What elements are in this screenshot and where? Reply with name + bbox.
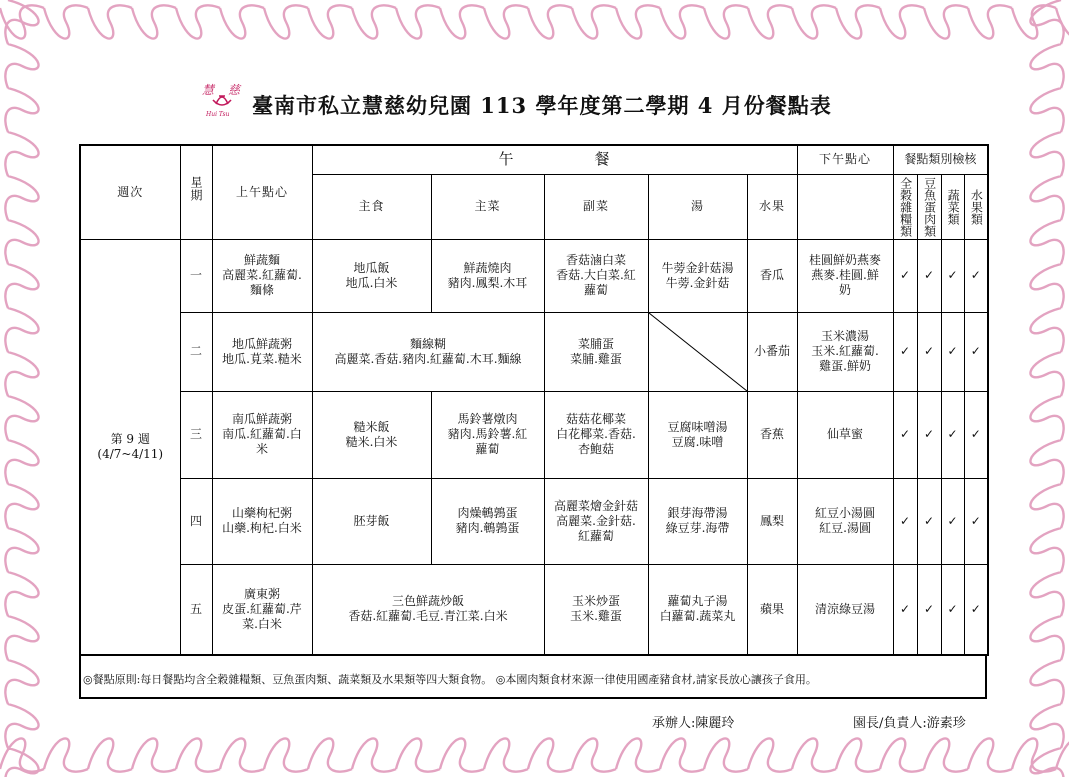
morning-snack-cell: 南瓜鮮蔬粥 南瓜.紅蘿蔔.白 米	[212, 391, 312, 478]
header-lunch: 午 餐	[312, 145, 797, 174]
afternoon-snack-cell: 玉米濃湯 玉米.紅蘿蔔. 雞蛋.鮮奶	[797, 312, 893, 391]
side-dish-cell: 香菇滷白菜 香菇.大白菜.紅 蘿蔔	[544, 239, 648, 312]
check-mark: ✓	[941, 239, 964, 312]
day-cell: 四	[180, 478, 212, 564]
logo-char-1: 慧	[202, 83, 215, 97]
check-mark: ✓	[964, 391, 988, 478]
side-dish-cell: 玉米炒蛋 玉米.雞蛋	[544, 564, 648, 655]
check-mark: ✓	[917, 239, 941, 312]
day-cell: 三	[180, 391, 212, 478]
director-signature: 園長/負責人:游素珍	[853, 716, 966, 731]
check-mark: ✓	[893, 312, 917, 391]
check-mark: ✓	[964, 312, 988, 391]
check-mark: ✓	[964, 564, 988, 655]
header-main-dish: 主菜	[431, 174, 544, 239]
header-fruit: 水果	[747, 174, 797, 239]
diagonal-strike	[649, 313, 747, 391]
soup-cell: 豆腐味噌湯 豆腐.味噌	[648, 391, 747, 478]
staple-cell: 胚芽飯	[312, 478, 431, 564]
check-mark: ✓	[941, 312, 964, 391]
day-cell: 五	[180, 564, 212, 655]
staple-cell: 糙米飯 糙米.白米	[312, 391, 431, 478]
combined-lunch-cell: 三色鮮蔬炒飯 香菇.紅蘿蔔.毛豆.青江菜.白米	[312, 564, 544, 655]
staple-cell: 地瓜飯 地瓜.白米	[312, 239, 431, 312]
header-soup: 湯	[648, 174, 747, 239]
svg-text:Hui Tsu: Hui Tsu	[206, 111, 230, 118]
header-staple: 主食	[312, 174, 431, 239]
check-mark: ✓	[941, 391, 964, 478]
header-day: 星期	[180, 145, 212, 239]
morning-snack-cell: 地瓜鮮蔬粥 地瓜.莧菜.糙米	[212, 312, 312, 391]
footer-border-bottom	[79, 697, 987, 699]
table-row	[80, 564, 988, 655]
page-title: 臺南市私立慧慈幼兒園 113 學年度第二學期 4 月份餐點表	[252, 93, 832, 118]
day-cell: 一	[180, 239, 212, 312]
check-mark: ✓	[917, 564, 941, 655]
school-logo-icon	[200, 80, 244, 120]
header-cat-fruits: 水果類	[964, 174, 988, 239]
morning-snack-cell: 廣東粥 皮蛋.紅蘿蔔.芹 菜.白米	[212, 564, 312, 655]
morning-snack-cell: 鮮蔬麵 高麗菜.紅蘿蔔. 麵條	[212, 239, 312, 312]
side-dish-cell: 菇菇花椰菜 白花椰菜.香菇. 杏鮑菇	[544, 391, 648, 478]
check-mark: ✓	[893, 239, 917, 312]
check-mark: ✓	[917, 312, 941, 391]
side-dish-cell: 高麗菜燴金針菇 高麗菜.金針菇. 紅蘿蔔	[544, 478, 648, 564]
check-mark: ✓	[964, 239, 988, 312]
organizer-signature: 承辦人:陳麗玲	[652, 716, 735, 731]
side-dish-cell: 菜脯蛋 菜脯.雞蛋	[544, 312, 648, 391]
check-mark: ✓	[893, 564, 917, 655]
header-cat-grains: 全穀雜糧類	[893, 174, 917, 239]
check-mark: ✓	[941, 478, 964, 564]
soup-cell-empty	[648, 312, 747, 391]
soup-cell: 牛蒡金針菇湯 牛蒡.金針菇	[648, 239, 747, 312]
afternoon-snack-cell: 仙草蜜	[797, 391, 893, 478]
header-side-dish: 副菜	[544, 174, 648, 239]
table-row	[80, 391, 988, 478]
logo-char-2: 慈	[228, 83, 241, 97]
header-afternoon-blank	[797, 174, 893, 239]
header-cat-protein: 豆魚蛋肉類	[917, 174, 941, 239]
check-mark: ✓	[893, 478, 917, 564]
week-range: (4/7~4/11)	[97, 446, 164, 461]
header-morning-snack: 上午點心	[212, 145, 312, 239]
day-cell: 二	[180, 312, 212, 391]
footer-border-left	[79, 655, 81, 698]
main-dish-cell: 肉燥鵪鶉蛋 豬肉.鵪鶉蛋	[431, 478, 544, 564]
combined-lunch-cell: 麵線糊 高麗菜.香菇.豬肉.紅蘿蔔.木耳.麵線	[312, 312, 544, 391]
morning-snack-cell: 山藥枸杞粥 山藥.枸杞.白米	[212, 478, 312, 564]
footer-border-right	[985, 655, 987, 698]
afternoon-snack-cell: 桂圓鮮奶燕麥 燕麥.桂圓.鮮 奶	[797, 239, 893, 312]
fruit-cell: 小番茄	[747, 312, 797, 391]
header-week: 週次	[80, 145, 180, 239]
fruit-cell: 蘋果	[747, 564, 797, 655]
header-cat-vegetables: 蔬菜類	[941, 174, 964, 239]
check-mark: ✓	[917, 391, 941, 478]
soup-cell: 蘿蔔丸子湯 白蘿蔔.蔬菜丸	[648, 564, 747, 655]
afternoon-snack-cell: 清涼綠豆湯	[797, 564, 893, 655]
check-mark: ✓	[893, 391, 917, 478]
table-row	[80, 312, 988, 391]
check-mark: ✓	[941, 564, 964, 655]
check-mark: ✓	[917, 478, 941, 564]
soup-cell: 銀芽海帶湯 綠豆芽.海帶	[648, 478, 747, 564]
fruit-cell: 香蕉	[747, 391, 797, 478]
fruit-cell: 香瓜	[747, 239, 797, 312]
check-mark: ✓	[964, 478, 988, 564]
afternoon-snack-cell: 紅豆小湯圓 紅豆.湯圓	[797, 478, 893, 564]
header-category-check: 餐點類別檢核	[893, 145, 988, 174]
meal-menu-table	[79, 144, 989, 656]
week-cell	[80, 239, 180, 655]
main-dish-cell: 鮮蔬燒肉 豬肉.鳳梨.木耳	[431, 239, 544, 312]
meal-principle-note: ◎餐點原則:每日餐點均含全穀雜糧類、豆魚蛋肉類、蔬菜類及水果類等四大類食物。 ◎本園肉類食材來源一律使用國產豬食材,請家長放心讓孩子食用。	[83, 673, 817, 686]
fruit-cell: 鳳梨	[747, 478, 797, 564]
table-row	[80, 478, 988, 564]
title-area	[200, 80, 832, 120]
week-label: 第 9 週	[110, 431, 150, 446]
header-afternoon-snack: 下午點心	[797, 145, 893, 174]
table-row	[80, 239, 988, 312]
main-dish-cell: 馬鈴薯燉肉 豬肉.馬鈴薯.紅 蘿蔔	[431, 391, 544, 478]
